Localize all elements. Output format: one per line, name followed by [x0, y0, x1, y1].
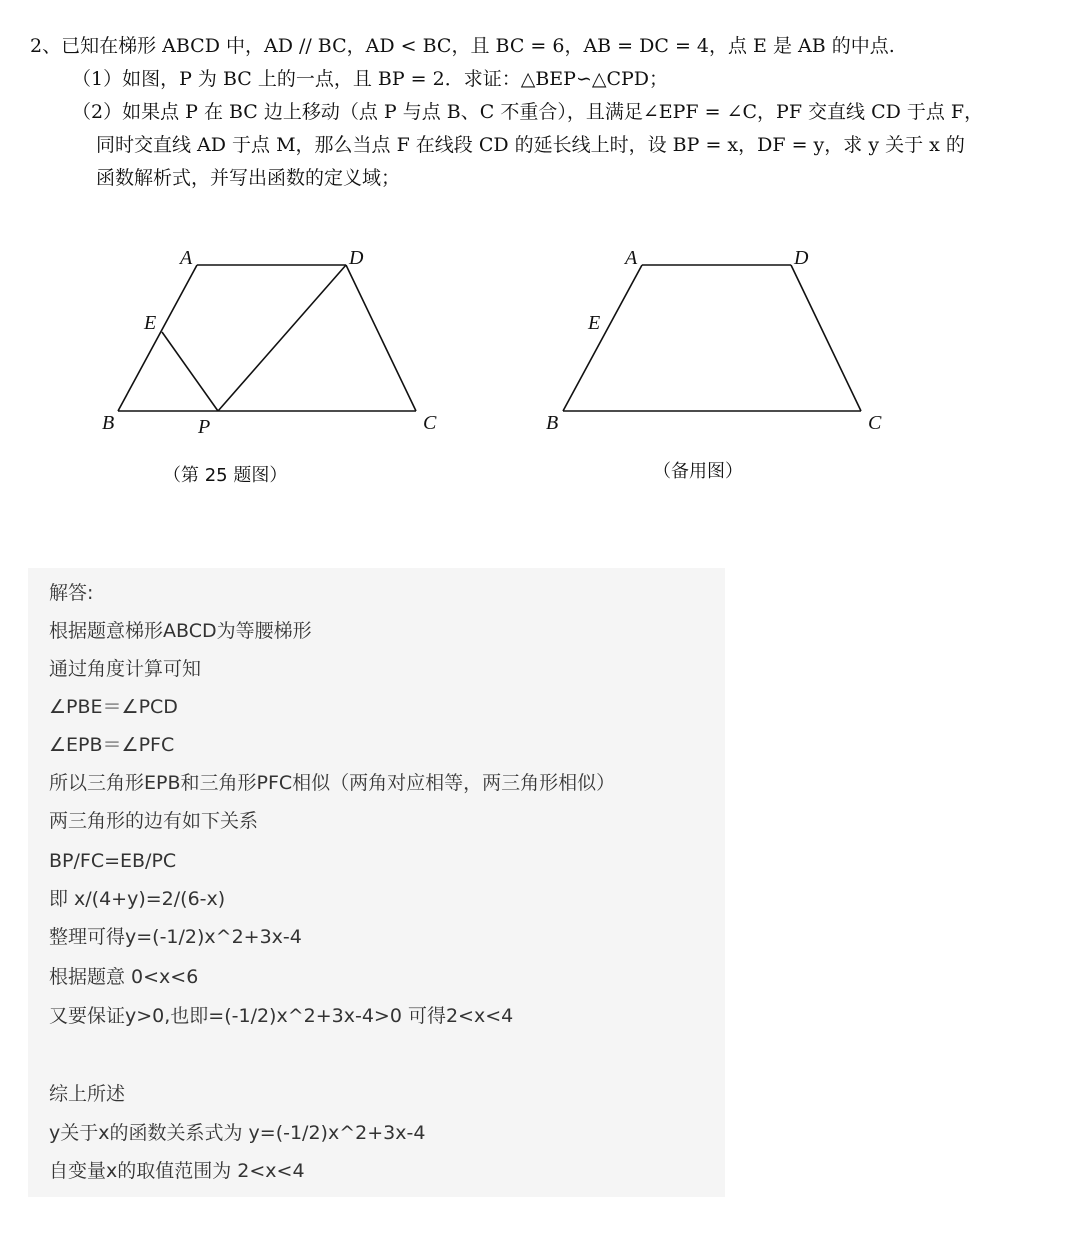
answer-line: 自变量x的取值范围为 2<x<4 [49, 1160, 305, 1182]
label-e: E [144, 312, 157, 334]
answer-line: 根据题意 0<x<6 [49, 966, 199, 988]
answer-line: 综上所述 [49, 1083, 126, 1105]
backup-segment-dc [791, 265, 861, 411]
label-a: A [180, 247, 193, 269]
answer-heading: 解答: [49, 582, 94, 604]
answer-line: 根据题意梯形ABCD为等腰梯形 [49, 620, 312, 642]
answer-box [28, 568, 725, 1197]
answer-line: 通过角度计算可知 [49, 658, 202, 680]
backup-figure-caption: （备用图） [653, 461, 743, 482]
label-c: C [423, 412, 437, 434]
problem-part-2-line-3: 函数解析式，并写出函数的定义域； [96, 167, 401, 189]
answer-line: 又要保证y>0,也即=(-1/2)x^2+3x-4>0 可得2<x<4 [49, 1005, 514, 1027]
problem-part-2-line-2: 同时交直线 AD 于点 M，那么当点 F 在线段 CD 的延长线上时，设 BP = x，DF = y，求 y 关于 x 的 [96, 134, 965, 156]
backup-label-d: D [794, 247, 809, 269]
answer-line: ∠PBE＝∠PCD [49, 696, 178, 718]
backup-figure [546, 247, 882, 482]
answer-line: y关于x的函数关系式为 y=(-1/2)x^2+3x-4 [49, 1122, 426, 1144]
geometry-figures [0, 0, 1080, 560]
backup-label-b: B [546, 412, 559, 434]
backup-segment-ab [563, 265, 642, 411]
segment-ep [162, 332, 218, 411]
label-p: P [198, 416, 211, 438]
backup-label-a: A [625, 247, 638, 269]
main-figure [102, 247, 437, 486]
segment-ab [118, 265, 197, 411]
main-figure-caption: （第 25 题图） [163, 465, 288, 486]
answer-line: 两三角形的边有如下关系 [49, 810, 259, 832]
answer-line: 所以三角形EPB和三角形PFC相似（两角对应相等，两三角形相似） [49, 772, 616, 794]
backup-label-c: C [868, 412, 882, 434]
label-b: B [102, 412, 115, 434]
problem-part-1: （1）如图，P 为 BC 上的一点，且 BP = 2．求证：△BEP∽△CPD； [72, 68, 669, 90]
answer-line: BP/FC=EB/PC [49, 850, 177, 872]
problem-part-2-line-1: （2）如果点 P 在 BC 边上移动（点 P 与点 B、C 不重合），且满足∠EPF = ∠C，PF 交直线 CD 于点 F， [72, 101, 984, 123]
backup-label-e: E [588, 312, 601, 334]
segment-pd [218, 265, 346, 411]
label-d: D [349, 247, 364, 269]
segment-dc [346, 265, 416, 411]
answer-line: 即 x/(4+y)=2/(6-x) [49, 888, 226, 910]
problem-line-1: 2、已知在梯形 ABCD 中，AD // BC，AD < BC，且 BC = 6，AB = DC = 4，点 E 是 AB 的中点. [30, 35, 895, 57]
answer-line: ∠EPB＝∠PFC [49, 734, 175, 756]
answer-line: 整理可得y=(-1/2)x^2+3x-4 [49, 926, 302, 948]
